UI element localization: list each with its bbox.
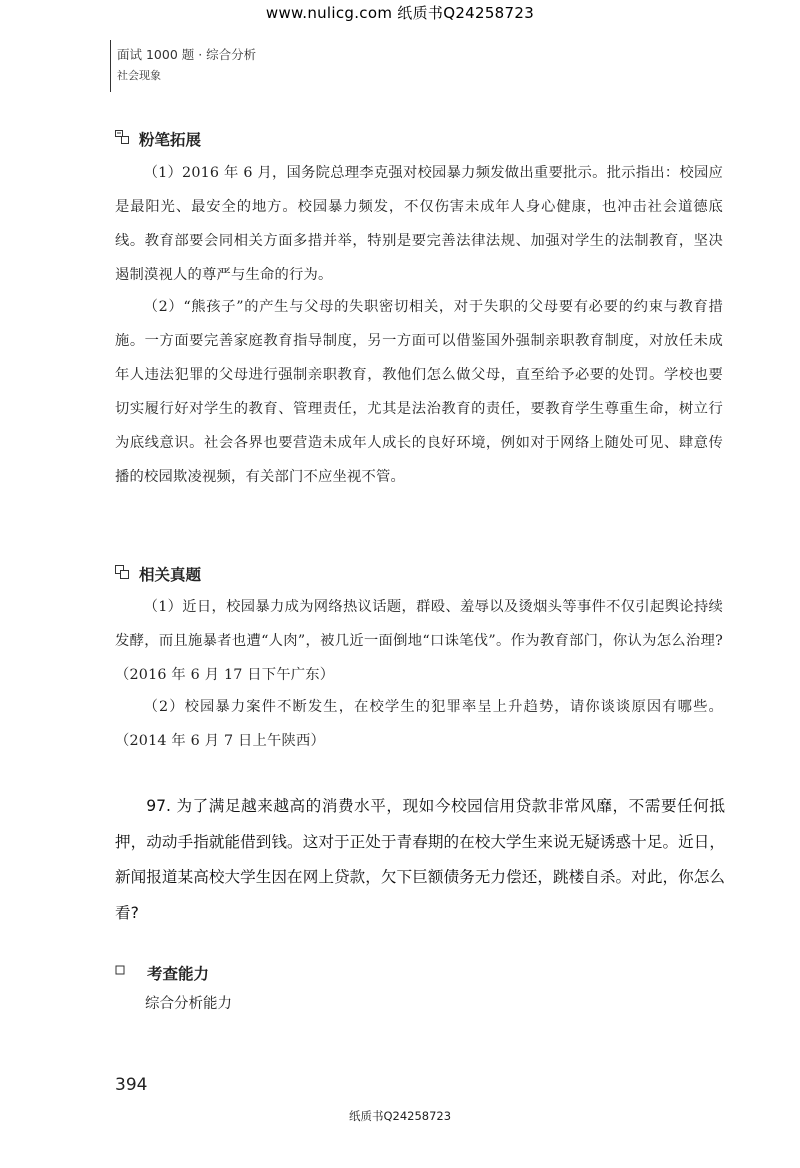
document-icon (115, 565, 129, 579)
related-section-title: 相关真题 (139, 566, 202, 584)
extension-paragraph-2: （2）“熊孩子”的产生与父母的失职密切相关，对于失职的父母要有必要的约束与教育措施。一方面要完善家庭教育指导制度，另一方面可以借鉴国外强制亲职教育制度，对放任未成年人违法犯罪的父母进行强制亲职教育，教他们怎么做父母，直至给予必要的处罚。学校也要切实履行好对学生的教育、管理责任，尤其是法治教育的责任，要教育学生尊重生命，树立行为底线意识。社会各界也要营造未成年人成长的良好环境，例如对于网络上随处可见、肆意传播的校园欺凌视频，有关部门不应坐视不管。 (115, 299, 723, 485)
watermark-top: www.nulicg.com 纸质书Q24258723 (265, 4, 535, 22)
book-open-icon (115, 130, 129, 144)
related-paragraph-2: （2）校园暴力案件不断发生，在校学生的犯罪率呈上升趋势，请你谈谈原因有哪些。（2014 年 6 月 7 日上午陕西） (115, 699, 723, 749)
ability-content: 综合分析能力 (145, 996, 232, 1012)
book-title: 面试 1000 题 · 综合分析 (117, 47, 257, 62)
header-rule (110, 40, 111, 92)
question-97: 97. 为了满足越来越高的消费水平，现如今校园信用贷款非常风靡，不需要任何抵押，动动手指就能借到钱。这对于正处于青春期的在校大学生来说无疑诱惑十足。近日，新闻报道某高校大学生因在网上贷款，欠下巨额债务无力偿还，跳楼自杀。对此，你怎么看? (115, 797, 725, 922)
page-number: 394 (115, 1075, 148, 1095)
extension-section-title: 粉笔拓展 (139, 131, 202, 149)
watermark-bottom: 纸质书Q24258723 (348, 1109, 452, 1123)
related-paragraph-1: （1）近日，校园暴力成为网络热议话题，群殴、羞辱以及烫烟头等事件不仅引起舆论持续发酵，而且施暴者也遭“人肉”，被几近一面倒地“口诛笔伐”。作为教育部门，你认为怎么治理?（2016 年 6 月 17 日下午广东） (115, 599, 723, 683)
chapter-title: 社会现象 (117, 69, 161, 82)
target-icon (115, 965, 125, 975)
extension-paragraph-1: （1）2016 年 6 月，国务院总理李克强对校园暴力频发做出重要批示。批示指出：校园应是最阳光、最安全的地方。校园暴力频发，不仅伤害未成年人身心健康，也冲击社会道德底线。教育部要会同相关方面多措并举，特别是要完善法律法规、加强对学生的法制教育，坚决遏制漠视人的尊严与生命的行为。 (115, 165, 723, 283)
ability-section-title: 考查能力 (147, 965, 210, 983)
